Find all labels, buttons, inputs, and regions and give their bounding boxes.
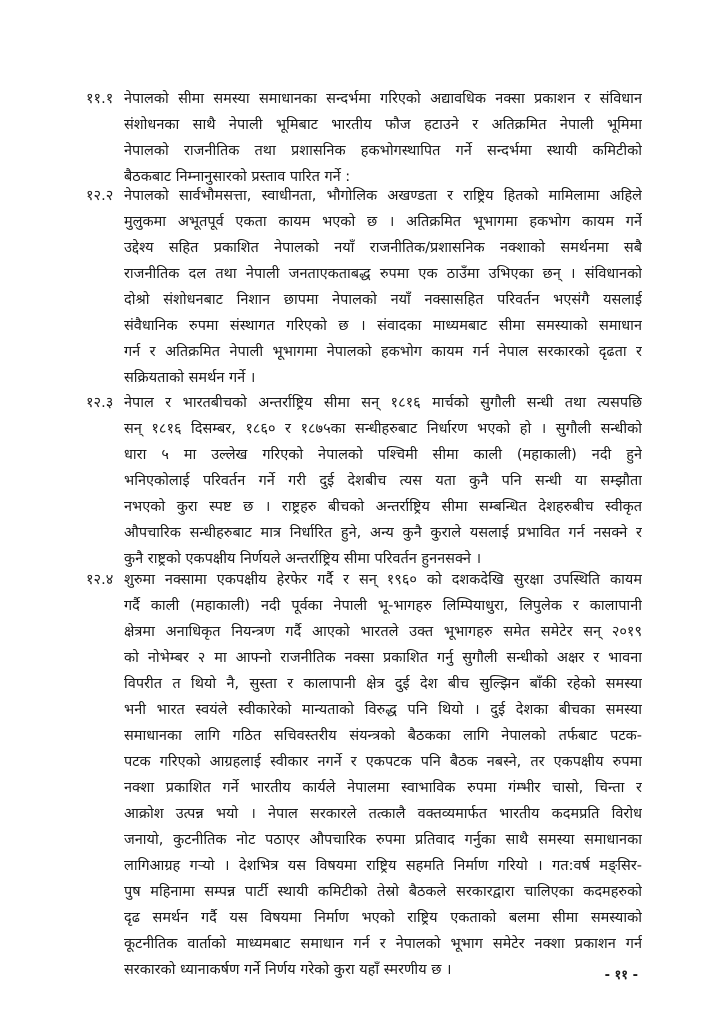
paragraph-12-4	[86, 567, 642, 983]
paragraph-body	[124, 390, 642, 572]
text-line: विपरीत त थियो नै, सुस्ता र कालापानी क्षेत्र दुई देश बीच सुल्झिन बाँकी रहेको समस्या	[124, 676, 642, 692]
text-line: नेपालको राजनीतिक तथा प्रशासनिक हकभोगस्थापित गर्ने सन्दर्भमा स्थायी कमिटीको	[124, 143, 642, 159]
paragraph-number: १२.३	[86, 395, 114, 411]
text-line: गर्न र अतिक्रमित नेपाली भूभागमा नेपालको हकभोग कायम गर्न नेपाल सरकारको दृढता र	[124, 344, 642, 360]
text-line: सरकारको ध्यानाकर्षण गर्ने निर्णय गरेको कुरा यहाँ स्मरणीय छ ।	[124, 962, 452, 978]
text-line: उद्देश्य सहित प्रकाशित नेपालको नयाँ राजनीतिक/प्रशासनिक नक्शाको समर्थनमा सबै	[124, 240, 642, 256]
text-line: शुरुमा नक्सामा एकपक्षीय हेरफेर गर्दै र सन् १९६० को दशकदेखि सुरक्षा उपस्थिति कायम	[124, 572, 642, 588]
text-line: आक्रोश उत्पन्न भयो । नेपाल सरकारले तत्कालै वक्तव्यमार्फत भारतीय कदमप्रति विरोध	[124, 806, 642, 822]
text-line: को नोभेम्बर २ मा आफ्नो राजनीतिक नक्सा प्रकाशित गर्नु सुगौली सन्धीको अक्षर र भावना	[124, 650, 642, 666]
text-line: सन् १८१६ दिसम्बर, १८६० र १८७५का सन्धीहरुबाट निर्धारण भएको हो । सुगौली सन्धीको	[124, 421, 642, 437]
text-line: सक्रियताको समर्थन गर्ने ।	[124, 370, 256, 386]
text-line: नेपाल र भारतबीचको अन्तर्राष्ट्रिय सीमा सन् १८१६ मार्चको सुगौली सन्धी तथा त्यसपछि	[124, 395, 642, 411]
text-line: संशोधनका साथै नेपाली भूमिबाट भारतीय फौज हटाउने र अतिक्रमित नेपाली भूमिमा	[124, 117, 642, 133]
text-line: पुष महिनामा सम्पन्न पार्टी स्थायी कमिटीको तेस्रो बैठकले सरकारद्वारा चालिएका कदमहरुको	[124, 884, 642, 900]
text-line: भनिएकोलाई परिवर्तन गर्ने गरी दुई देशबीच त्यस यता कुनै पनि सन्धी या सम्झौता	[124, 473, 642, 489]
text-line: नभएको कुरा स्पष्ट छ । राष्ट्रहरु बीचको अन्तर्राष्ट्रिय सीमा सम्बन्धित देशहरुबीच स्वीकृत	[124, 499, 642, 515]
paragraph-body	[124, 567, 642, 983]
text-line: दृढ समर्थन गर्दै यस विषयमा निर्माण भएको राष्ट्रिय एकताको बलमा सीमा समस्याको	[124, 910, 642, 926]
text-line: बैठकबाट निम्नानुसारको प्रस्ताव पारित गर्ने :	[124, 169, 351, 185]
text-line: औपचारिक सन्धीहरुबाट मात्र निर्धारित हुने, अन्य कुनै कुराले यसलाई प्रभावित गर्न नसक्ने र	[124, 525, 642, 541]
text-line: मुलुकमा अभूतपूर्व एकता कायम भएको छ । अतिक्रमित भूभागमा हकभोग कायम गर्ने	[124, 214, 642, 230]
paragraph-number: १२.२	[86, 188, 114, 204]
paragraph-12-3	[86, 390, 642, 572]
text-line: धारा ५ मा उल्लेख गरिएको नेपालको पश्चिमी सीमा काली (महाकाली) नदी हुने	[124, 447, 642, 463]
text-line: कूटनीतिक वार्ताको माध्यमबाट समाधान गर्न र नेपालको भूभाग समेटेर नक्शा प्रकाशन गर्न	[124, 936, 642, 952]
paragraph-body	[124, 183, 642, 391]
paragraph-11-1	[86, 86, 642, 190]
text-line: लागिआग्रह गऱ्यो । देशभित्र यस विषयमा राष्ट्रिय सहमति निर्माण गरियो । गत:वर्ष मङ्सिर-	[124, 858, 642, 874]
paragraph-12-2	[86, 183, 642, 391]
paragraph-number: ११.१	[86, 91, 114, 107]
text-line: राजनीतिक दल तथा नेपाली जनताएकताबद्ध रुपमा एक ठाउँमा उभिएका छन् । संविधानको	[124, 266, 642, 282]
page-number: - ११ -	[604, 968, 638, 983]
paragraph-number: १२.४	[86, 572, 114, 588]
text-line: नेपालको सार्वभौमसत्ता, स्वाधीनता, भौगोलिक अखण्डता र राष्ट्रिय हितको मामिलामा अहिले	[124, 188, 642, 204]
text-line: क्षेत्रमा अनाधिकृत नियन्त्रण गर्दै आएको भारतले उक्त भूभागहरु समेत समेटेर सन् २०१९	[124, 624, 642, 640]
paragraph-body	[124, 86, 642, 190]
text-line: गर्दै काली (महाकाली) नदी पूर्वका नेपाली भू-भागहरु लिम्पियाधुरा, लिपुलेक र कालापानी	[124, 598, 642, 614]
text-line: पटक गरिएको आग्रहलाई स्वीकार नगर्ने र एकपटक पनि बैठक नबस्ने, तर एकपक्षीय रुपमा	[124, 754, 642, 770]
text-line: जनायो, कुटनीतिक नोट पठाएर औपचारिक रुपमा प्रतिवाद गर्नुका साथै समस्या समाधानका	[124, 832, 642, 848]
text-line: समाधानका लागि गठित सचिवस्तरीय संयन्त्रको बैठकका लागि नेपालको तर्फबाट पटक-	[124, 728, 642, 744]
text-line: नक्शा प्रकाशित गर्ने भारतीय कार्यले नेपालमा स्वाभाविक रुपमा गंम्भीर चासो, चिन्ता र	[124, 780, 642, 796]
text-line: दोश्रो संशोधनबाट निशान छापमा नेपालको नयाँ नक्सासहित परिवर्तन भएसंगै यसलाई	[124, 292, 642, 308]
text-line: नेपालको सीमा समस्या समाधानका सन्दर्भमा गरिएको अद्यावधिक नक्सा प्रकाशन र संविधान	[124, 91, 642, 107]
text-line: कुनै राष्ट्रको एकपक्षीय निर्णयले अन्तर्राष्ट्रिय सीमा परिवर्तन हुननसक्ने ।	[124, 551, 482, 567]
text-line: संवैधानिक रुपमा संस्थागत गरिएको छ । संवादका माध्यमबाट सीमा समस्याको समाधान	[124, 318, 642, 334]
text-line: भनी भारत स्वयंले स्वीकारेको मान्यताको विरुद्ध पनि थियो । दुई देशका बीचका समस्या	[124, 702, 642, 718]
